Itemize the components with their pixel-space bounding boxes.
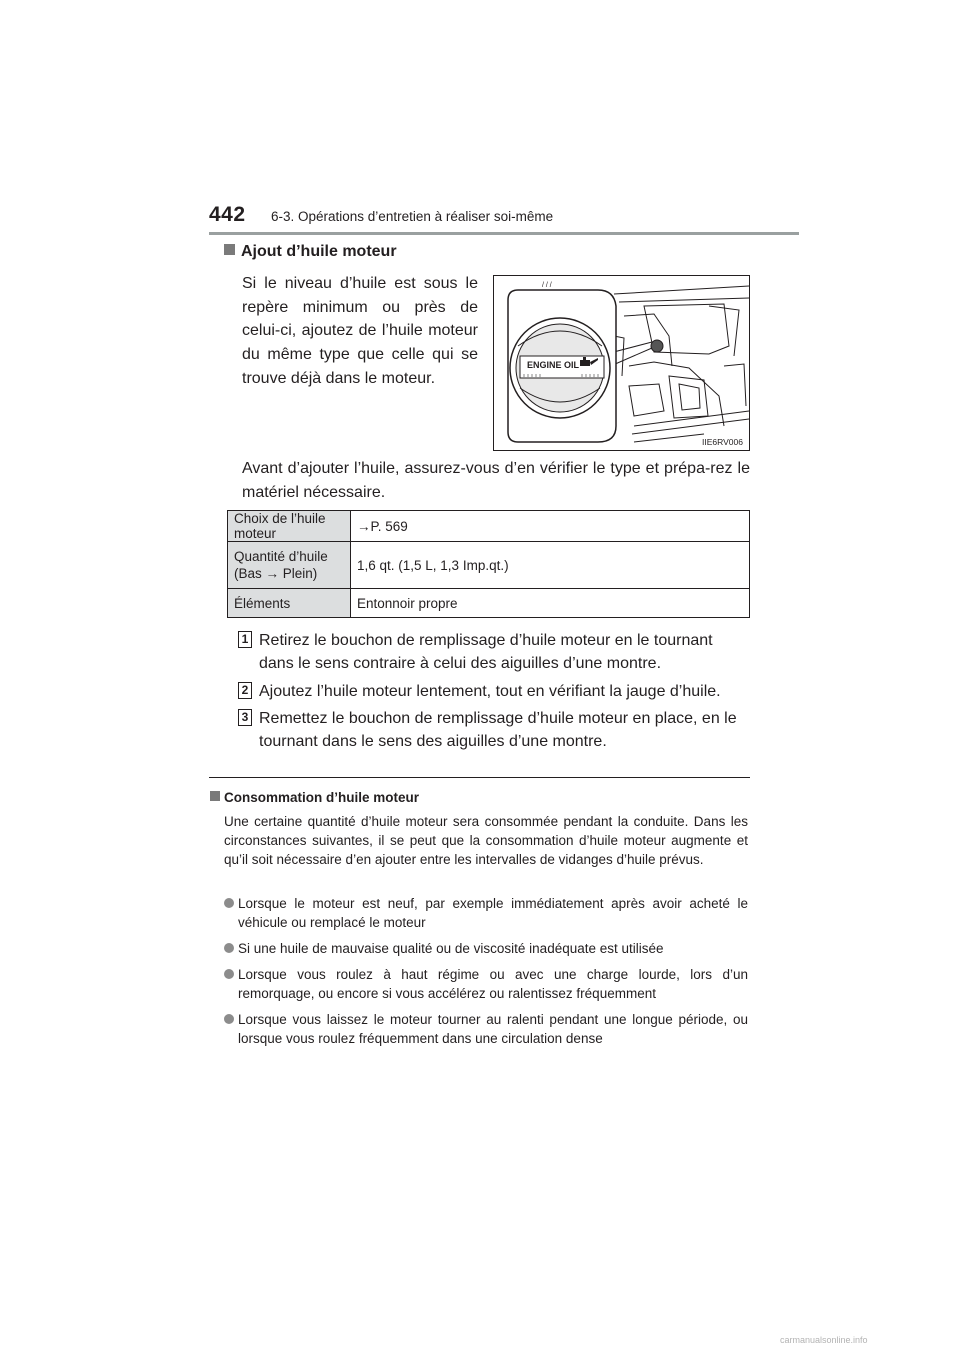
svg-text:/ / /: / / /	[542, 282, 552, 289]
list-item	[224, 894, 748, 932]
info-body: Une certaine quantité d’huile moteur sera consommée pendant la conduite. Dans les circonstances suivantes, il se peut que la consommation d’huile moteur augmente et qu’il soit nécessaire d’en ajouter entre les intervalles de vidanges d’huile prévus.	[224, 814, 748, 867]
cap-label: ENGINE OIL	[527, 360, 580, 370]
watermark: carmanualsonline.info	[780, 1335, 868, 1345]
spec-table	[227, 510, 750, 618]
row-label: Éléments	[234, 595, 291, 611]
table-cell-label	[228, 511, 351, 542]
step-2	[238, 680, 750, 703]
figure-code: IIE6RV006	[702, 437, 743, 447]
list-item-text: Lorsque vous laissez le moteur tourner au ralenti pendant une longue période, ou lorsque vous roulez fréquemment dans une circulation dense	[238, 1012, 748, 1046]
page-number: 442	[209, 203, 246, 226]
row-value: 1,6 qt. (1,5 L, 1,3 Imp.qt.)	[357, 557, 509, 573]
list-item	[224, 939, 748, 958]
table-row	[228, 542, 750, 589]
row-label-line2: (Bas → Plein)	[234, 566, 318, 581]
list-item-text: Lorsque le moteur est neuf, par exemple immédiatement après avoir acheté le véhicule ou remplacé le moteur	[238, 896, 748, 930]
bullet-dot-icon	[224, 898, 234, 908]
step-number-box: 3	[238, 709, 252, 726]
info-title-text: Consommation d’huile moteur	[224, 790, 420, 805]
table-row	[228, 511, 750, 542]
step-number-box: 1	[238, 631, 252, 648]
header-rule	[209, 232, 799, 235]
list-item	[224, 1010, 748, 1048]
section-heading-text: Ajout d’huile moteur	[241, 243, 397, 260]
bullet-dot-icon	[224, 943, 234, 953]
info-title	[210, 790, 419, 805]
row-value: →P. 569	[357, 518, 408, 534]
step-text: Retirez le bouchon de remplissage d’huile moteur en le tournant dans le sens contraire à celui des aiguilles d’une montre.	[259, 632, 713, 672]
table-cell-label	[228, 589, 351, 618]
list-item-text: Si une huile de mauvaise qualité ou de viscosité inadéquate est utilisée	[238, 941, 664, 956]
list-item	[224, 965, 748, 1003]
step-1	[238, 629, 750, 675]
step-text: Remettez le bouchon de remplissage d’huile moteur en place, en le tournant dans le sens des aiguilles d’une montre.	[259, 710, 737, 750]
row-label-line1: Quantité d’huile	[234, 549, 328, 564]
bullet-dot-icon	[224, 1014, 234, 1024]
step-3	[238, 707, 750, 753]
list-item-text: Lorsque vous roulez à haut régime ou avec une charge lourde, lors d’un remorquage, ou encore si vous accélérez ou ralentissez fréquemment	[238, 967, 748, 1001]
intro-paragraph: Si le niveau d’huile est sous le repère minimum ou près de celui-ci, ajoutez de l’huile moteur du même type que celle qui se trouve déjà dans le moteur.	[242, 275, 478, 387]
square-bullet-icon	[210, 791, 220, 801]
square-bullet-icon	[224, 244, 235, 255]
table-cell-value	[351, 589, 750, 618]
preparation-paragraph: Avant d’ajouter l’huile, assurez-vous d’en vérifier le type et prépa-rez le matériel nécessaire.	[242, 460, 750, 501]
step-text: Ajoutez l’huile moteur lentement, tout en vérifiant la jauge d’huile.	[259, 683, 721, 700]
row-value: Entonnoir propre	[357, 595, 458, 611]
info-divider	[209, 777, 750, 778]
section-heading	[224, 243, 397, 261]
engine-oil-cap-figure	[493, 275, 750, 451]
row-label: Choix de l’huile moteur	[234, 511, 326, 541]
bullet-dot-icon	[224, 969, 234, 979]
step-number-box: 2	[238, 682, 252, 699]
table-cell-label	[228, 542, 351, 589]
table-cell-value	[351, 511, 750, 542]
table-cell-value	[351, 542, 750, 589]
chapter-title: 6-3. Opérations d’entretien à réaliser soi-même	[271, 209, 554, 224]
table-row	[228, 589, 750, 618]
